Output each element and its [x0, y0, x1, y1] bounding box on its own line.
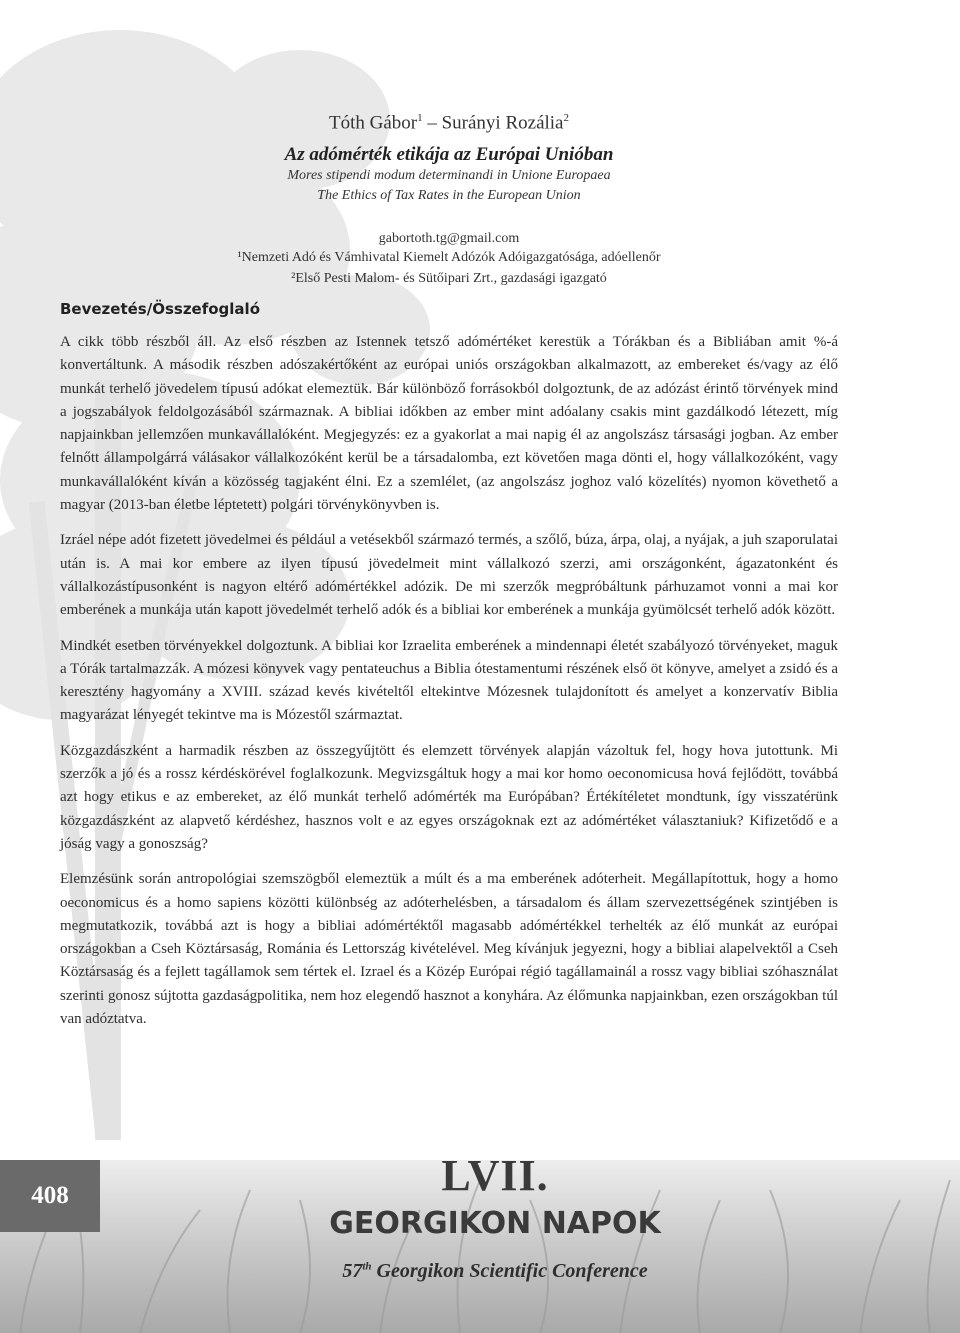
author-2: Surányi Rozália	[441, 112, 564, 134]
conference-number: LVII.	[441, 1151, 549, 1200]
author-1-mark: 1	[417, 112, 423, 124]
author-2-mark: 2	[563, 112, 569, 124]
page-number: 408	[31, 1182, 69, 1209]
paragraph-3: Mindkét esetben törvényekkel dolgoztunk. A bibliai kor Izraelita emberének a mindennapi életét szabályozó törvényeket, maguk a Tórák tartalmazzák. A mózesi könyvek vagy pentateuchus a Biblia ótestamentumi részének első öt könyve, amelyet a zsidó és a keresztény hagyomány a XVIII. század kevés kivételtől eltekintve Mózesnek tulajdonított és amelyet a konzervatív Biblia magyarázat lényegét tekintve ma is Mózestől származtat.	[60, 637, 838, 724]
affiliation-2: ²Első Pesti Malom- és Sütőipari Zrt., gazdasági igazgató	[291, 271, 607, 286]
paragraph-4: Közgazdászként a harmadik részben az összegyűjtött és elemzett törvények alapján vázoltuk fel, hogy hova jutottunk. Mi szerzők a jó és a rossz kérdéskörével foglalkozunk. Megvizsgáltuk hogy a mai kor homo oeconomicusa hová fejlődött, továbbá azt hogy etikus e az embereket, az élő munkát terhelő adómérték ma Európában? Értékítéletet mondtunk, így visszatérünk közgazdászként az alapvető kérdéshez, hasznos volt e az egyes országoknak ezt az adómértéket választaniuk? Kifizetődő e a jóság vagy a gonoszság?	[60, 742, 838, 852]
conference-subtitle-text: Georgikon Scientific Conference	[371, 1260, 648, 1282]
conference-subtitle	[260, 1260, 730, 1283]
page-number-box	[0, 1160, 100, 1232]
article-title: Az adómérték etikája az Európai Unióban	[284, 144, 614, 165]
section-heading: Bevezetés/Összefoglaló	[60, 300, 261, 318]
conference-subtitle-ordinal: th	[362, 1260, 372, 1273]
paragraph-2: Izráel népe adót fizetett jövedelmei és például a vetésekből származó termés, a szőlő, búza, árpa, olaj, a nyájak, a juh szaporulatai után is. A mai kor embere az ilyen típusú jövedelmeit mint vállalkozó szerzi, ami országonként, ágazatonként és vállalkozástípusonként is nagyon eltérő adómértékkel adózik. De mi szerzők megpróbáltunk párhuzamot vonni a mai kor emberének a munkája után kapott jövedelmét terhelő adók és a bibliai kor emberének a munkája gyümölcsét terhelő adók között.	[60, 532, 838, 619]
author-1: Tóth Gábor	[328, 112, 418, 134]
conference-footer	[260, 1150, 730, 1283]
subtitle-latin: Mores stipendi modum determinandi in Unione Europaea	[287, 168, 611, 183]
author-email: gabortoth.tg@gmail.com	[378, 231, 520, 246]
authors-line	[60, 112, 838, 134]
author-separator: –	[422, 112, 442, 134]
paragraph-1: A cikk több részből áll. Az első részben az Istennek tetsző adómértéket kerestük a Tórákban és a Bibliában amit %-á konvertáltunk. A második részben adószakértőként az európai uniós országokban alkalmazott, az embereket és/vagy az élő munkát terhelő jövedelem típusú adókat elemeztük. Bár különböző forrásokból dolgoztunk, de az adózást érintő törvények mind a jogszabályok feldolgozásából származnak. A bibliai időkben az ember mint adóalany csakis mint gazdálkodó létezett, míg napjainkban jellemzően munkavállalóként. Megjegyzés: ez a gyakorlat a mai napig él az angolszász társasági jogban. Az ember felnőtt állampolgárrá válásakor vállalkozóként kerül be a társadalomba, ezt követően maga dönti el, hogy vállalkozóként, vagy munkavállalóként kíván a közösség tagjaként élni. Ez a szemlélet, (az angolszász joghoz való közelítés) nyomon követhető a magyar (2013-ban életbe léptetett) polgári törvénykönyvben is.	[60, 334, 838, 514]
conference-subtitle-number: 57	[342, 1260, 363, 1282]
affiliation-1: ¹Nemzeti Adó és Vámhivatal Kiemelt Adózók Adóigazgatósága, adóellenőr	[237, 250, 661, 265]
body-text	[60, 331, 838, 1043]
paragraph-5: Elemzésünk során antropológiai szemszögből elemeztük a múlt és a ma emberének adóterheit. Megállapítottuk, hogy a homo oeconomicus és a homo sapiens közötti különbség az adóterhelésben, a társadalom és állam szervezettségének szintjében is megmutatkozik, továbbá azt is hogy a bibliai adómértéktől magasabb adómértékkel terhelték az élő munkát az európai országokban a Cseh Köztársaság, Románia és Lettország kivételével. Meg kívánjuk jegyezni, hogy a bibliai alapelvektől a Cseh Köztársaság és a fejlett tagállamok sem tértek el. Izrael és a Közép Európai régió tagállamainál a rossz vagy bibliai szóhasználat szerinti gonosz sújtotta gazdaságpolitika, nem hoz elegendő hasznot a konyhára. Az élőmunka napjainkban, ezen országokban túl van adóztatva.	[60, 871, 838, 1028]
conference-name: GEORGIKON NAPOK	[329, 1206, 661, 1241]
subtitle-english: The Ethics of Tax Rates in the European Union	[317, 188, 581, 203]
